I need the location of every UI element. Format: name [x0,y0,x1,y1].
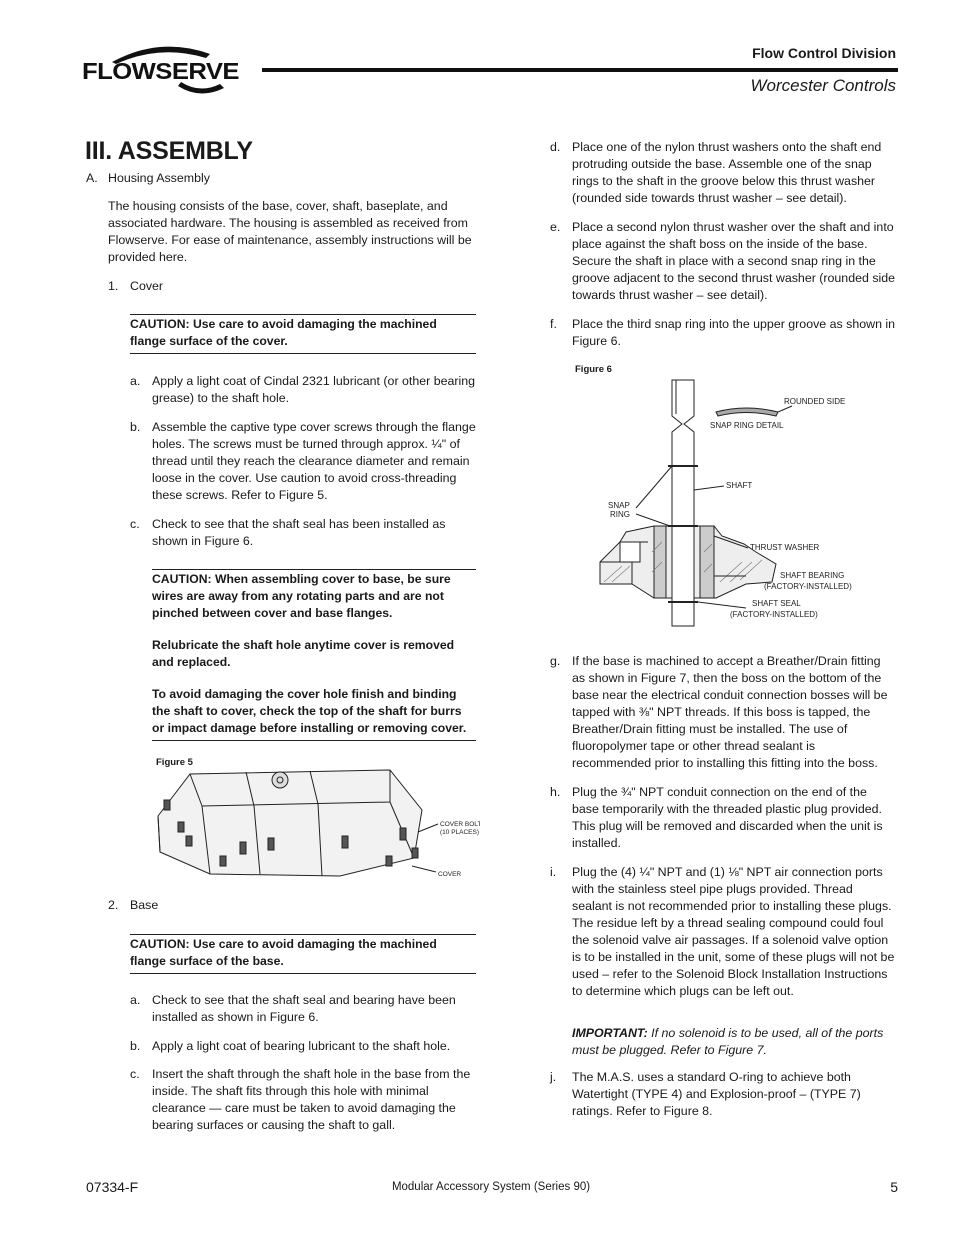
footer-title: Modular Accessory System (Series 90) [391,1181,591,1193]
fig6-snap-ring-detail: SNAP RING DETAIL [710,421,784,430]
fig6-shaft-seal: SHAFT SEAL [752,599,801,608]
cover-step-a-label: a. [130,374,141,388]
step-1-label: 1. [108,279,119,293]
step-h-text: Plug the ¾" NPT conduit connection on the end of the base temporarily with the threaded plastic plug provided. This plug will be removed and discarded when the unit is installed. [572,785,883,850]
subsection-a [86,170,210,187]
subsection-a-title: Housing Assembly [108,171,210,185]
base-step-a-text: Check to see that the shaft seal and bearing have been installed as shown in Figure 6. [152,993,456,1024]
fig5-cover: COVER [438,871,462,878]
fig6-thrust-washer: THRUST WASHER [750,543,820,552]
section-title: III. ASSEMBLY [85,137,253,165]
step-2-heading [108,897,158,914]
figure-5-label: Figure 5 [156,757,193,768]
housing-intro: The housing consists of the base, cover, shaft, baseplate, and associated hardware. The housing is assembled as received from Flowserve. For ease of maintenance, assembly instructions will be provided here. [108,199,472,264]
cover-step-a-text: Apply a light coat of Cindal 2321 lubricant (or other bearing grease) to the shaft hole. [152,374,476,405]
fig5-cover-bolt: COVER BOLT [440,821,480,828]
step-g-text: If the base is machined to accept a Breather/Drain fitting as shown in Figure 7, then the boss on the bottom of the base near the electrical conduit connection bosses will be tapped with ⅜" NPT threads. If this boss is tapped, the Breather/Drain fitting must be installed. The use of fluoropolymer tape or other thread sealant is recommended prior to installing this fitting into the boss. [572,654,888,770]
base-step-c-text: Insert the shaft through the shaft hole in the base from the inside. The shaft fits through this hole with minimal clearance — care must be taken to avoid damaging the bearing surfaces or causing the shaft to gall. [152,1067,471,1132]
step-j [550,1069,896,1120]
caution-burrs: To avoid damaging the cover hole finish and binding the shaft to cover, check the top of the shaft for burrs or impact damage before installing or removing cover. [152,687,467,735]
step-1-heading [108,278,163,295]
important-note [572,1025,896,1059]
cover-step-b-text: Assemble the captive type cover screws through the flange holes. The screws must be turned through approx. ¼" of thread until they reach the clearance diameter and remain loose in the cover. Use caution to avoid cross-threading these screws. Refer to Figure 5. [152,420,476,502]
cover-step-a [130,373,476,407]
step-j-text: The M.A.S. uses a standard O-ring to achieve both Watertight (TYPE 4) and Explosion-proof – (TYPE 7) ratings. Refer to Figure 8. [572,1070,861,1118]
base-step-a-label: a. [130,993,141,1007]
step-e-label: e. [550,220,561,234]
caution-cover-assembly [152,569,476,741]
step-f [550,316,896,350]
step-g [550,653,896,772]
base-step-b [130,1038,476,1055]
fig6-shaft-bearing: SHAFT BEARING [780,571,845,580]
base-step-c [130,1066,476,1134]
step-d-label: d. [550,140,561,154]
caution-wires: CAUTION: When assembling cover to base, be sure wires are away from any rotating parts and are not pinched between cover and base flanges. [152,572,451,620]
step-i-label: i. [550,865,557,879]
fig5-places: (10 PLACES) [440,829,480,836]
step-i [550,864,896,1000]
doc-number: 07334-F [86,1179,139,1195]
figure-5-cover-drawing [150,766,480,884]
division-subtitle: Worcester Controls [750,76,896,95]
step-d [550,139,896,207]
cover-step-b-label: b. [130,420,141,434]
base-step-b-label: b. [130,1039,141,1053]
step-i-text: Plug the (4) ¼" NPT and (1) ⅛" NPT air connection ports with the stainless steel pipe plugs provided. Thread sealant is not recommended prior to installing these plugs. The residue left by a thread sealing compound could foul the solenoid valve air passages. If a solenoid valve option is to be installed in the unit, some of these plugs will not be used – refer to the Solenoid Block Installation Instructions to determine which plugs can be left out. [572,865,895,998]
important-text: If no solenoid is to be used, all of the ports must be plugged. Refer to Figure 7. [572,1026,884,1057]
division-title: Flow Control Division [752,45,896,61]
figure-6-shaft-drawing [596,376,886,634]
base-step-c-label: c. [130,1067,140,1081]
base-step-b-text: Apply a light coat of bearing lubricant to the shaft hole. [152,1039,451,1053]
cover-step-c [130,516,476,550]
fig6-rounded-side: ROUNDED SIDE [784,397,846,406]
cover-step-c-label: c. [130,517,140,531]
caution-base-flange: CAUTION: Use care to avoid damaging the machined flange surface of the base. [130,934,476,974]
flowserve-logo [82,40,242,102]
important-label: IMPORTANT: [572,1026,648,1040]
subsection-a-label: A. [86,171,98,185]
step-j-label: j. [550,1070,557,1084]
figure-6-label: Figure 6 [575,364,612,375]
cover-step-c-text: Check to see that the shaft seal has been installed as shown in Figure 6. [152,517,446,548]
fig6-shaft: SHAFT [726,481,753,490]
logo-text: FLOWSERVE [82,58,240,84]
step-1-title: Cover [130,279,164,293]
step-f-label: f. [550,317,557,331]
step-h [550,784,896,852]
step-h-label: h. [550,785,561,799]
page-number: 5 [890,1179,898,1195]
step-e [550,219,896,304]
fig6-snap: SNAP [608,501,630,510]
step-e-text: Place a second nylon thrust washer over the shaft and into place against the shaft boss on the inside of the base. Secure the shaft in place with a second snap ring in the groove adjacent to the second thrust washer (rounded side towards thrust washer – see detail). [572,220,896,302]
header-rule [262,68,898,72]
step-d-text: Place one of the nylon thrust washers onto the shaft end protruding outside the base. Assemble one of the snap rings to the shaft in the groove below this thrust washer (rounded side towards thrust washer – see detail). [572,140,882,205]
step-g-label: g. [550,654,561,668]
step-2-title: Base [130,898,159,912]
caution-cover-flange: CAUTION: Use care to avoid damaging the machined flange surface of the cover. [130,314,476,354]
cover-step-b [130,419,476,504]
step-2-label: 2. [108,898,119,912]
caution-relubricate: Relubricate the shaft hole anytime cover is removed and replaced. [152,638,455,669]
fig6-factory-2: (FACTORY-INSTALLED) [730,610,818,619]
step-f-text: Place the third snap ring into the upper groove as shown in Figure 6. [572,317,896,348]
base-step-a [130,992,476,1026]
fig6-factory-1: (FACTORY-INSTALLED) [764,582,852,591]
fig6-ring: RING [610,510,630,519]
